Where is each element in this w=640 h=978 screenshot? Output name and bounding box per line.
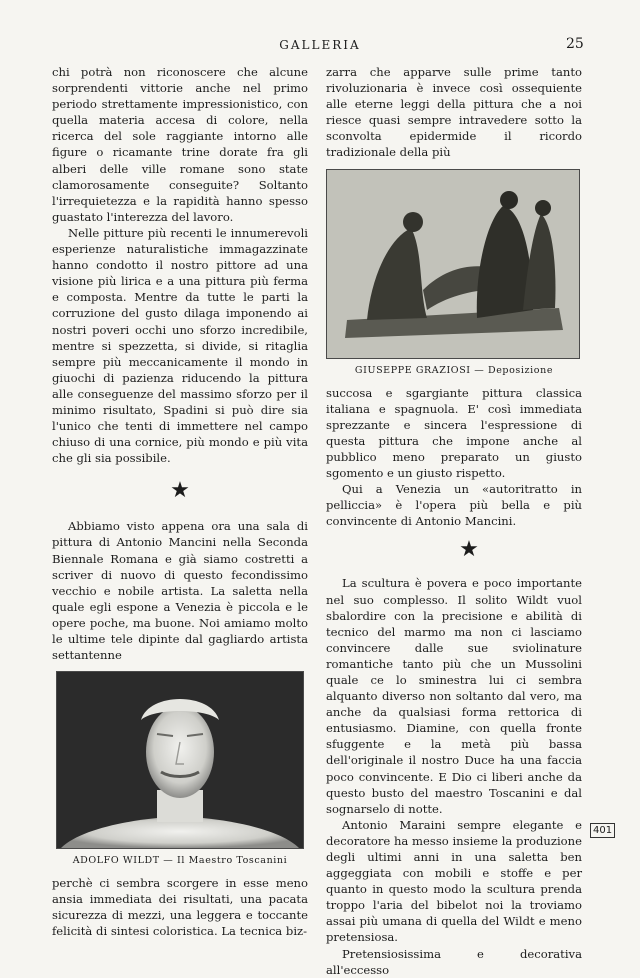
toscanini-figure-caption: ADOLFO WILDT — Il Maestro Toscanini xyxy=(72,855,288,867)
deposizione-sculpture-photo xyxy=(326,169,580,359)
left-paragraph-1: chi potrà non riconoscere che alcune sorprendenti vittorie anche nel primo periodo strettamente impressionistico, con quella materia accesa di colore, nella ricerca del sole raggiante intorno alle figure o ricamante trine dorate fra gli alberi delle ville romane sono state clamorosamente conseguite? Soltanto l'irrequietezza e la rapidità hanno spesso guastato l'interezza del lavoro. xyxy=(52,65,308,224)
figure-toscanini xyxy=(52,671,308,867)
right-paragraph-4: La scultura è povera e poco importante nel suo complesso. Il solito Wildt vuol sbalordire con la precisione e abilità di tecnico del marmo ma non ci lasciamo convincere dalle sue sviolinature romantiche tanto più che un Mussolini quale ce lo sminestra lui ci sembra alquanto diverso non soltanto dal vero, ma anche da qualsiasi forma rettorica di entusiasmo. Diamine, con quella fronte sfuggente e la metà più bassa dell'originale il nostro Duce ha una faccia poco convincente. E Dio ci liberi anche da questo busto del maestro Toscanini e dal sognarselo di notte. xyxy=(326,576,582,816)
left-paragraph-4: perchè ci sembra scorgere in esse meno ansia immediata dei risultati, una pacata sicurezza di mezzi, una leggera e toccante felicità di sintesi coloristica. La tecnica biz- xyxy=(52,876,308,939)
toscanini-bust-photo xyxy=(56,671,304,849)
right-paragraph-1: zarra che apparve sulle prime tanto rivoluzionaria è invece così ossequiente alle eterne leggi della pittura che a noi riesce quasi sempre intravedere sotto la sconvolta epidermide il ricordo tradizionale della più xyxy=(326,65,582,160)
running-title: GALLERIA xyxy=(279,38,361,52)
right-paragraph-5: Antonio Maraini sempre elegante e decoratore ha messo insieme la produzione degli ultimi anni in una saletta ben aggeggiata con mobili e stoffe e per quanto in questo modo la scultura prenda troppo l'aria del bibelot noi la troviamo assai più umana di quella del Wildt e meno pretensiosa. xyxy=(326,817,582,945)
star-divider-right: ★ xyxy=(459,537,479,563)
right-paragraph-2: succosa e sgargiante pittura classica italiana e spagnuola. E' così immediata sprezzante e sincera l'espressione di questa pittura che impone anche al pubblico meno preparato un giusto sgomento e un giusto rispetto. xyxy=(326,385,582,481)
page-number: 25 xyxy=(566,36,584,52)
deposizione-figure-caption: GIUSEPPE GRAZIOSI — Deposizione xyxy=(354,364,554,376)
archive-number-stamp: 401 xyxy=(590,823,615,838)
left-column xyxy=(52,64,308,940)
right-paragraph-3: Qui a Venezia un «autoritratto in pelliccia» è l'opera più bella e più convincente di Antonio Mancini. xyxy=(326,482,582,529)
right-column xyxy=(326,64,582,978)
left-paragraph-2: Nelle pitture più recenti le innumerevoli esperienze naturalistiche immagazzinate hanno condotto il nostro pittore ad una visione più lirica e a una pittura più ferma e composta. Mentre da tutte le parti la corruzione del gusto dilaga imponendo ai nostri poveri occhi uno sforzo incredibile, mentre si spezzetta, si divide, si ritaglia sempre più meccanicamente il mondo in giuochi di pazienza riducendo la pittura alle conseguenze del massimo sforzo per il minimo risultato, Spadini si può dire sia l'unico che tenti di immettere nel campo chiuso di una cornice, più mondo e più vita che gli sia possibile. xyxy=(52,225,308,466)
star-divider-left: ★ xyxy=(170,478,190,504)
left-paragraph-3: Abbiamo visto appena ora una sala di pittura di Antonio Mancini nella Seconda Biennale Romana e già siamo costretti a scriver di nuovo di questo fecondissimo vecchio e nobile artista. La saletta nella quale egli espone a Venezia è piccola e le opere poche, ma buone. Noi amiamo molto le ultime tele dipinte dal gagliardo artista settantenne xyxy=(52,519,308,663)
right-paragraph-6: Pretensiosissima e decorativa all'eccesso xyxy=(326,946,582,977)
figure-deposizione xyxy=(326,169,582,377)
